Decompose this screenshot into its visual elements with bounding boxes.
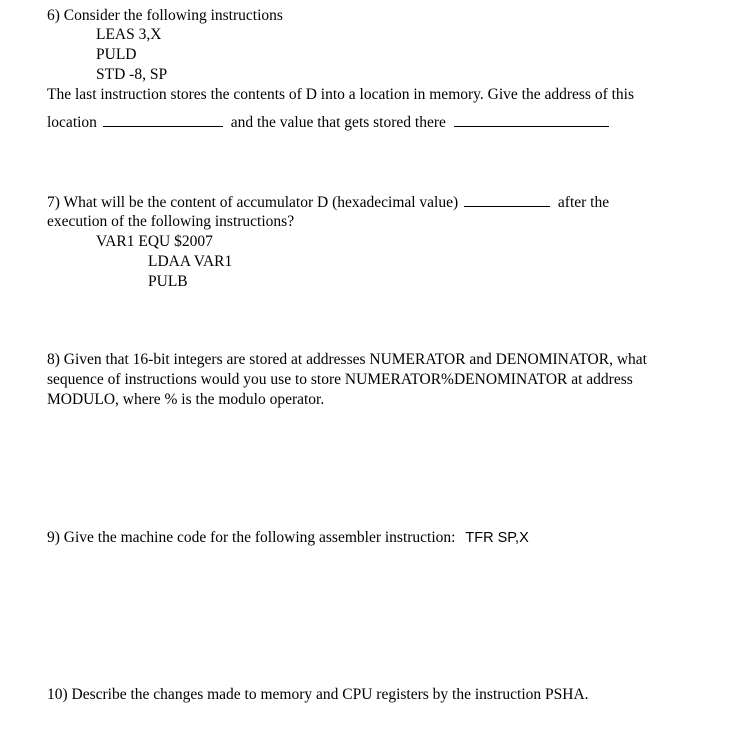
q8-line-3: MODULO, where % is the modulo operator. <box>47 391 325 408</box>
q8-line-2: sequence of instructions would you use to store NUMERATOR%DENOMINATOR at address <box>47 371 633 388</box>
q6-instruction-2: PULD <box>96 46 137 63</box>
q7-question-line <box>47 193 609 212</box>
q6-instruction-3: STD -8, SP <box>96 66 168 83</box>
q7-after-label: after the <box>557 194 610 211</box>
q7-instruction-1: VAR1 EQU $2007 <box>96 233 213 250</box>
q9-text: 9) Give the machine code for the following assembler instruction: <box>47 529 460 546</box>
q7-answer-blank[interactable] <box>464 193 550 207</box>
q8-line-1: 8) Given that 16-bit integers are stored at addresses NUMERATOR and DENOMINATOR, what <box>47 351 647 368</box>
q7-instruction-3: PULB <box>148 273 188 290</box>
q6-answer-line <box>47 113 609 132</box>
q9-question <box>47 528 529 548</box>
q9-instruction: TFR SP,X <box>465 530 529 546</box>
q7-instruction-2: LDAA VAR1 <box>148 253 233 270</box>
q10-question: 10) Describe the changes made to memory and CPU registers by the instruction PSHA. <box>47 686 589 703</box>
q6-value-label: and the value that gets stored there <box>230 114 446 131</box>
q6-text: The last instruction stores the contents of D into a location in memory. Give the address of this <box>47 86 635 103</box>
q6-instruction-1: LEAS 3,X <box>96 26 162 43</box>
q6-heading: 6) Consider the following instructions <box>47 7 283 24</box>
q6-address-blank[interactable] <box>103 113 223 127</box>
q6-value-blank[interactable] <box>454 113 609 127</box>
q7-text: 7) What will be the content of accumulator D (hexadecimal value) <box>47 194 459 211</box>
q6-location-label: location <box>47 114 97 131</box>
q7-text-2: execution of the following instructions? <box>47 213 295 230</box>
